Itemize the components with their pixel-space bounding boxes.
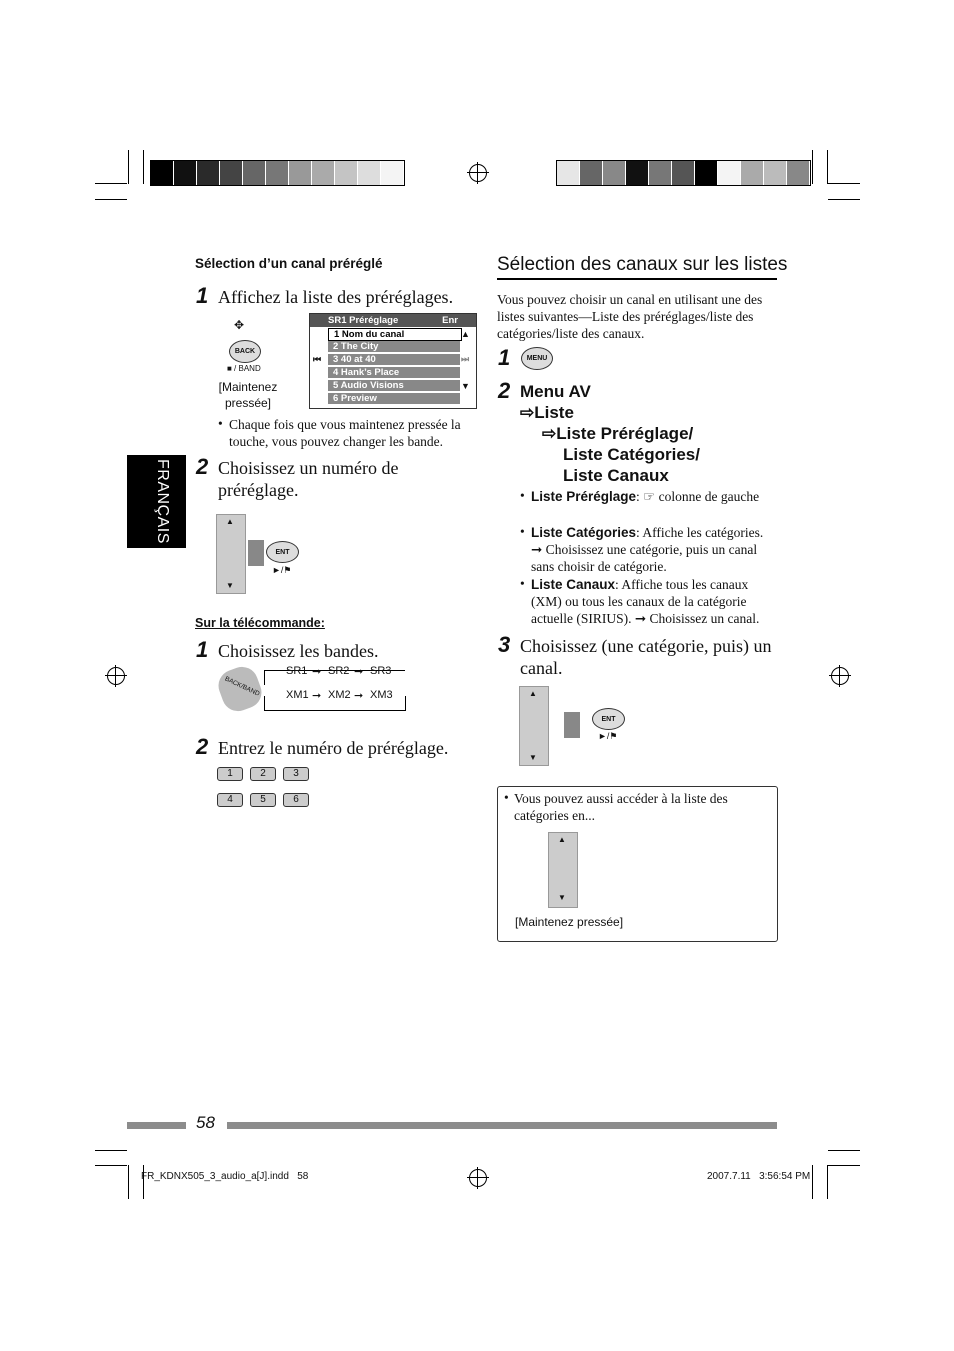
knob-up-icon: ▲	[226, 517, 234, 526]
hold-label	[217, 379, 279, 411]
menu-path-1: Menu AV	[520, 382, 591, 401]
screen-row-3[interactable]: 3 40 at 40	[328, 354, 460, 365]
note-band: Chaque fois que vous maintenez pressée la touche, vous pouvez changer les bande.	[229, 417, 461, 449]
screen-enr: Enr	[442, 315, 458, 326]
menu-path-3: ⇨Liste Préréglage/	[542, 424, 694, 443]
bullet-term: Liste Préréglage	[531, 489, 637, 504]
flow-sr2: SR2	[328, 665, 350, 677]
bullet-term: Liste Catégories	[531, 525, 637, 540]
section-heading-preset: Sélection d’un canal préréglé	[195, 256, 383, 271]
back-button[interactable]: BACK	[229, 340, 261, 363]
bullet-channels	[531, 576, 776, 627]
screen-row-5[interactable]: 5 Audio Visions	[328, 380, 460, 391]
arrow-icon	[248, 540, 264, 566]
menu-button[interactable]: MENU	[521, 347, 553, 370]
language-tab	[127, 455, 186, 548]
step-text: Choisissez un numéro de préréglage.	[218, 458, 399, 500]
page-number: 58	[196, 1113, 215, 1132]
registration-mark-left	[107, 667, 125, 685]
number-key-2[interactable]: 2	[250, 767, 276, 781]
file-info: FR_KDNX505_3_audio_a[J].indd 58	[141, 1171, 309, 1182]
bullet-desc: : ☞ colonne de gauche	[636, 489, 760, 504]
number-key-4[interactable]: 4	[217, 793, 243, 807]
step-number: 2	[498, 378, 511, 403]
registration-mark-right	[831, 667, 849, 685]
page-bar-left	[127, 1122, 186, 1129]
hold-label-text: [Maintenez pressée]	[218, 380, 278, 410]
bullet-icon: •	[520, 488, 525, 503]
page-bar-right	[227, 1122, 777, 1129]
remote-band-button[interactable]	[214, 662, 266, 715]
flow-xm1: XM1	[286, 689, 309, 701]
step-text: Choisissez les bandes.	[218, 641, 379, 661]
remote-heading: Sur la télécommande:	[195, 616, 325, 630]
knob-down-icon: ▼	[558, 893, 566, 902]
bullet-icon: •	[504, 790, 509, 805]
move-cursor-icon: ✥	[234, 318, 245, 332]
menu-path-5: Liste Canaux	[563, 466, 669, 485]
step-text: Affichez la liste des préréglages.	[218, 287, 454, 307]
scroll-up-icon: ▲	[461, 329, 470, 339]
screen-header	[310, 314, 476, 327]
step-number: 1	[498, 345, 511, 370]
flow-arrow-icon: ➞	[354, 666, 364, 678]
play-label: ►/⚑	[272, 565, 292, 575]
flow-sr1: SR1	[286, 665, 308, 677]
screen-row-6[interactable]: 6 Preview	[328, 393, 460, 404]
control-knob[interactable]	[548, 832, 578, 908]
knob-down-icon: ▼	[226, 581, 234, 590]
band-flow-diagram	[264, 664, 406, 712]
flow-sr3: SR3	[370, 665, 392, 677]
flow-arrow-icon: ➞	[312, 690, 322, 702]
number-key-6[interactable]: 6	[283, 793, 309, 807]
step-number: 1	[196, 637, 209, 662]
menu-path-4: Liste Catégories/	[563, 445, 700, 464]
band-label: ■ / BAND	[227, 364, 261, 373]
flow-arrow-icon: ➞	[354, 690, 364, 702]
info-box	[497, 786, 778, 942]
menu-path-2: ⇨Liste	[520, 403, 574, 422]
timestamp: 2007.7.11 3:56:54 PM	[707, 1171, 811, 1182]
color-bar-left	[150, 160, 405, 186]
intro-text: Vous pouvez choisir un canal en utilisant une des listes suivantes—Liste des préréglages/liste des catégories/liste des canaux.	[497, 292, 763, 341]
step-text: Entrez le numéro de préréglage.	[218, 738, 449, 758]
bullet-preset	[531, 488, 776, 505]
step-number: 2	[196, 454, 209, 479]
ent-button[interactable]: ENT	[592, 708, 625, 730]
screen-row-2[interactable]: 2 The City	[328, 341, 460, 352]
control-knob[interactable]	[216, 514, 246, 594]
screen-row-4[interactable]: 4 Hank’s Place	[328, 367, 460, 378]
number-key-3[interactable]: 3	[283, 767, 309, 781]
section-heading-lists: Sélection des canaux sur les listes	[497, 254, 788, 275]
arrow-icon	[564, 712, 580, 738]
bullet-desc: : Affiche tous les canaux (XM) ou tous les canaux de la catégorie actuelle (SIRIUS). ➞ Choisissez un canal.	[531, 577, 760, 626]
bullet-icon: •	[218, 416, 223, 431]
menu-path	[520, 381, 700, 486]
number-key-1[interactable]: 1	[217, 767, 243, 781]
bullet-categories	[531, 524, 776, 575]
box-note: Vous pouvez aussi accéder à la liste des catégories en...	[514, 791, 728, 823]
step-number: 3	[498, 632, 511, 657]
preset-list-screen	[309, 313, 477, 409]
number-key-5[interactable]: 5	[250, 793, 276, 807]
language-tab-label: FRANÇAIS	[154, 459, 171, 544]
remote-band-button-label: BACK/BAND	[223, 675, 261, 698]
screen-row-1[interactable]: 1 Nom du canal	[328, 328, 462, 341]
knob-up-icon: ▲	[558, 835, 566, 844]
knob-down-icon: ▼	[529, 753, 537, 762]
step-number: 2	[196, 734, 209, 759]
ent-button[interactable]: ENT	[266, 541, 299, 563]
bullet-desc: : Affiche les catégories. ➞ Choisissez une catégorie, puis un canal sans choisir de catégorie.	[531, 525, 764, 574]
heading-underline	[497, 278, 777, 280]
flow-xm2: XM2	[328, 689, 351, 701]
flow-xm3: XM3	[370, 689, 393, 701]
flow-arrow-icon: ➞	[312, 666, 322, 678]
prev-icon: ⏮	[313, 354, 322, 364]
knob-up-icon: ▲	[529, 689, 537, 698]
registration-mark-bottom	[469, 1169, 487, 1187]
bullet-icon: •	[520, 576, 525, 591]
registration-mark-top	[469, 164, 487, 182]
play-label: ►/⚑	[598, 731, 618, 741]
bullet-term: Liste Canaux	[531, 577, 616, 592]
color-bar-right	[556, 160, 811, 186]
control-knob[interactable]	[519, 686, 549, 766]
next-icon: ⏭	[461, 354, 470, 364]
screen-title: SR1 Préréglage	[328, 315, 399, 326]
step-number: 1	[196, 283, 209, 308]
bullet-icon: •	[520, 524, 525, 539]
scroll-down-icon: ▼	[461, 381, 470, 391]
step-text: Choisissez (une catégorie, puis) un canal.	[520, 636, 772, 678]
box-hold-label: [Maintenez pressée]	[515, 915, 624, 929]
